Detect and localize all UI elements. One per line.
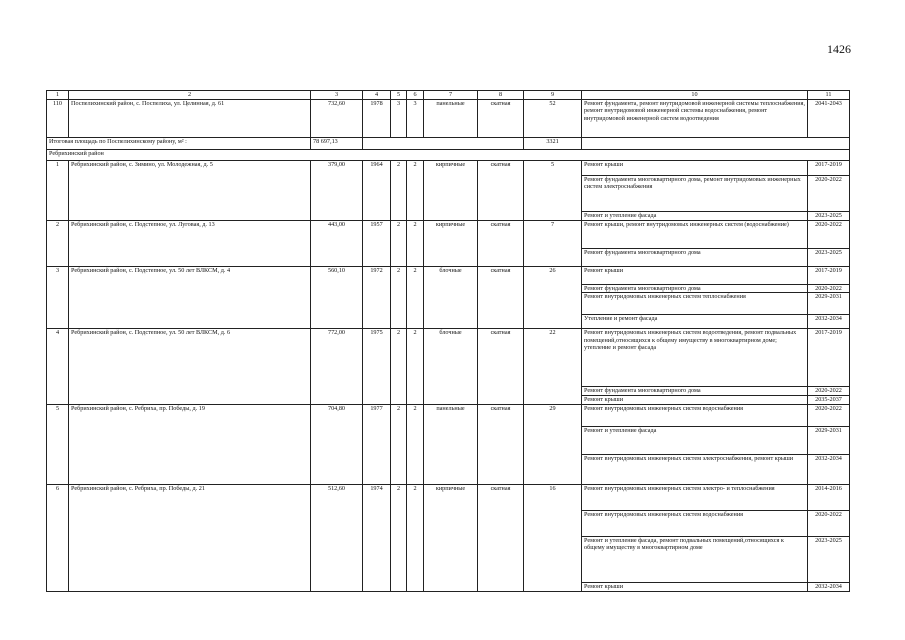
page-number: 1426	[827, 42, 851, 56]
work-period: 2032-2034	[808, 315, 850, 329]
header-cell: 6	[407, 91, 424, 100]
work-description: Ремонт внутридомовых инженерных систем электро- и теплоснабжения	[582, 484, 808, 510]
work-period: 2029-2031	[808, 426, 850, 454]
row-col6: 2	[407, 329, 424, 405]
table-row	[47, 220, 850, 248]
header-cell: 2	[69, 91, 311, 100]
table-row	[47, 160, 850, 175]
work-description: Утепление и ремонт фасада	[582, 315, 808, 329]
row-col6: 2	[407, 160, 424, 220]
header-cell: 1	[47, 91, 69, 100]
row-address: Ребрихинский район, с. Зимино, ул. Молодежная, д. 5	[69, 160, 311, 220]
header-cell: 9	[524, 91, 582, 100]
work-description: Ремонт фундамента многоквартирного дома	[582, 387, 808, 396]
row-area: 704,80	[311, 404, 363, 484]
row-col9: 29	[524, 404, 582, 484]
row-walls: кирпичные	[424, 484, 478, 591]
row-number: 6	[47, 484, 69, 591]
work-description: Ремонт крыши	[582, 396, 808, 405]
district-row	[47, 149, 850, 160]
row-year: 1978	[363, 99, 391, 137]
row-number: 1	[47, 160, 69, 220]
row-col5: 2	[391, 404, 407, 484]
work-description: Ремонт фундамента многоквартирного дома	[582, 284, 808, 293]
row-col9: 16	[524, 484, 582, 591]
row-year: 1977	[363, 404, 391, 484]
total-label: Итоговая площадь по Поспелихинскому району, м² :	[47, 137, 311, 149]
row-period: 2041-2043	[808, 99, 850, 137]
row-roof: скатная	[478, 404, 524, 484]
work-period: 2017-2019	[808, 160, 850, 175]
district-name: Ребрихинский район	[47, 149, 850, 160]
header-cell: 10	[582, 91, 808, 100]
row-area: 512,60	[311, 484, 363, 591]
row-address: Ребрихинский район, с. Ребриха, пр. Победы, д. 21	[69, 484, 311, 591]
row-col9: 26	[524, 266, 582, 329]
row-area: 443,00	[311, 220, 363, 266]
work-period: 2032-2034	[808, 582, 850, 591]
work-description: Ремонт крыши	[582, 266, 808, 284]
total-blank	[363, 137, 524, 149]
work-period: 2017-2019	[808, 329, 850, 387]
work-description: Ремонт и утепление фасада	[582, 426, 808, 454]
work-description: Ремонт крыши	[582, 160, 808, 175]
work-description: Ремонт внутридомовых инженерных систем электроснабжения, ремонт крыши	[582, 454, 808, 484]
work-description: Ремонт внутридомовых инженерных систем водоснабжения	[582, 510, 808, 536]
work-period: 2014-2016	[808, 484, 850, 510]
row-area: 732,60	[311, 99, 363, 137]
table-row	[47, 266, 850, 284]
work-description: Ремонт внутридомовых инженерных систем водоснабжения	[582, 404, 808, 426]
work-description: Ремонт внутридомовых инженерных систем водоотведения, ремонт подвальных помещений,относящихся к общему имуществу в многоквартирном доме; утепление и ремонт фасада	[582, 329, 808, 387]
row-number: 5	[47, 404, 69, 484]
total-col9: 3321	[524, 137, 582, 149]
row-col5: 3	[391, 99, 407, 137]
work-description: Ремонт и утепление фасада	[582, 211, 808, 220]
row-number: 2	[47, 220, 69, 266]
work-period: 2023-2025	[808, 248, 850, 266]
header-cell: 11	[808, 91, 850, 100]
work-description: Ремонт внутридомовых инженерных систем теплоснабжения	[582, 293, 808, 315]
header-row	[47, 91, 850, 100]
work-period: 2029-2031	[808, 293, 850, 315]
row-col6: 2	[407, 266, 424, 329]
total-area: 78 697,13	[311, 137, 363, 149]
total-blank-right	[582, 137, 850, 149]
row-col5: 2	[391, 160, 407, 220]
row-col5: 2	[391, 266, 407, 329]
row-year: 1964	[363, 160, 391, 220]
work-description: Ремонт крыши, ремонт внутридомовых инженерных систем (водоснабжение)	[582, 220, 808, 248]
row-col6: 2	[407, 220, 424, 266]
work-period: 2020-2022	[808, 175, 850, 211]
row-col9: 22	[524, 329, 582, 405]
row-address: Поспелихинский район, с. Поспелиха, ул. Целинная, д. 61	[69, 99, 311, 137]
row-col5: 2	[391, 484, 407, 591]
table-row	[47, 329, 850, 387]
row-year: 1957	[363, 220, 391, 266]
row-col5: 2	[391, 329, 407, 405]
row-number: 4	[47, 329, 69, 405]
header-cell: 5	[391, 91, 407, 100]
row-area: 560,10	[311, 266, 363, 329]
row-roof: скатная	[478, 220, 524, 266]
work-description: Ремонт и утепление фасада, ремонт подвальных помещений,относящихся к общему имуществу в многоквартирном доме	[582, 536, 808, 582]
row-walls: панельные	[424, 99, 478, 137]
row-year: 1974	[363, 484, 391, 591]
work-period: 2035-2037	[808, 396, 850, 405]
row-col6: 2	[407, 484, 424, 591]
table-row	[47, 99, 850, 137]
row-col9: 5	[524, 160, 582, 220]
row-walls: блочные	[424, 329, 478, 405]
row-walls: панельные	[424, 404, 478, 484]
table-row	[47, 404, 850, 426]
table-row	[47, 484, 850, 510]
work-period: 2032-2034	[808, 454, 850, 484]
work-period: 2020-2022	[808, 510, 850, 536]
row-col5: 2	[391, 220, 407, 266]
work-period: 2017-2019	[808, 266, 850, 284]
header-cell: 8	[478, 91, 524, 100]
row-walls: блочные	[424, 266, 478, 329]
row-roof: скатная	[478, 329, 524, 405]
row-address: Ребрихинский район, с. Подстепное, ул. 50 лет ВЛКСМ, д. 6	[69, 329, 311, 405]
work-period: 2023-2025	[808, 536, 850, 582]
total-row	[47, 137, 850, 149]
row-area: 772,00	[311, 329, 363, 405]
row-work: Ремонт фундамента, ремонт внутридомовой инженерной системы теплоснабжения, ремонт внутридомовой инженерной системы водоснабжения, ремонт внутридомовой инженерной систем водоотведения	[582, 99, 808, 137]
row-col9: 52	[524, 99, 582, 137]
work-period: 2020-2022	[808, 404, 850, 426]
row-col6: 3	[407, 99, 424, 137]
row-walls: кирпичные	[424, 220, 478, 266]
row-number: 110	[47, 99, 69, 137]
header-cell: 3	[311, 91, 363, 100]
row-year: 1972	[363, 266, 391, 329]
row-roof: скатная	[478, 484, 524, 591]
row-roof: скатная	[478, 266, 524, 329]
work-period: 2023-2025	[808, 211, 850, 220]
header-cell: 4	[363, 91, 391, 100]
row-number: 3	[47, 266, 69, 329]
work-period: 2020-2022	[808, 387, 850, 396]
row-address: Ребрихинский район, с. Подстепное, ул. 50 лет ВЛКСМ, д. 4	[69, 266, 311, 329]
work-description: Ремонт фундамента многоквартирного дома, ремонт внутридомовых инженерных систем электроснабжения	[582, 175, 808, 211]
row-area: 379,00	[311, 160, 363, 220]
row-address: Ребрихинский район, с. Подстепное, ул. Луговая, д. 13	[69, 220, 311, 266]
header-cell: 7	[424, 91, 478, 100]
work-period: 2020-2022	[808, 284, 850, 293]
work-period: 2020-2022	[808, 220, 850, 248]
row-year: 1975	[363, 329, 391, 405]
row-col9: 7	[524, 220, 582, 266]
row-walls: кирпичные	[424, 160, 478, 220]
work-description: Ремонт крыши	[582, 582, 808, 591]
row-roof: скатная	[478, 99, 524, 137]
row-roof: скатная	[478, 160, 524, 220]
row-col6: 2	[407, 404, 424, 484]
work-description: Ремонт фундамента многоквартирного дома	[582, 248, 808, 266]
register-table	[46, 90, 850, 592]
row-address: Ребрихинский район, с. Ребриха, пр. Победы, д. 19	[69, 404, 311, 484]
